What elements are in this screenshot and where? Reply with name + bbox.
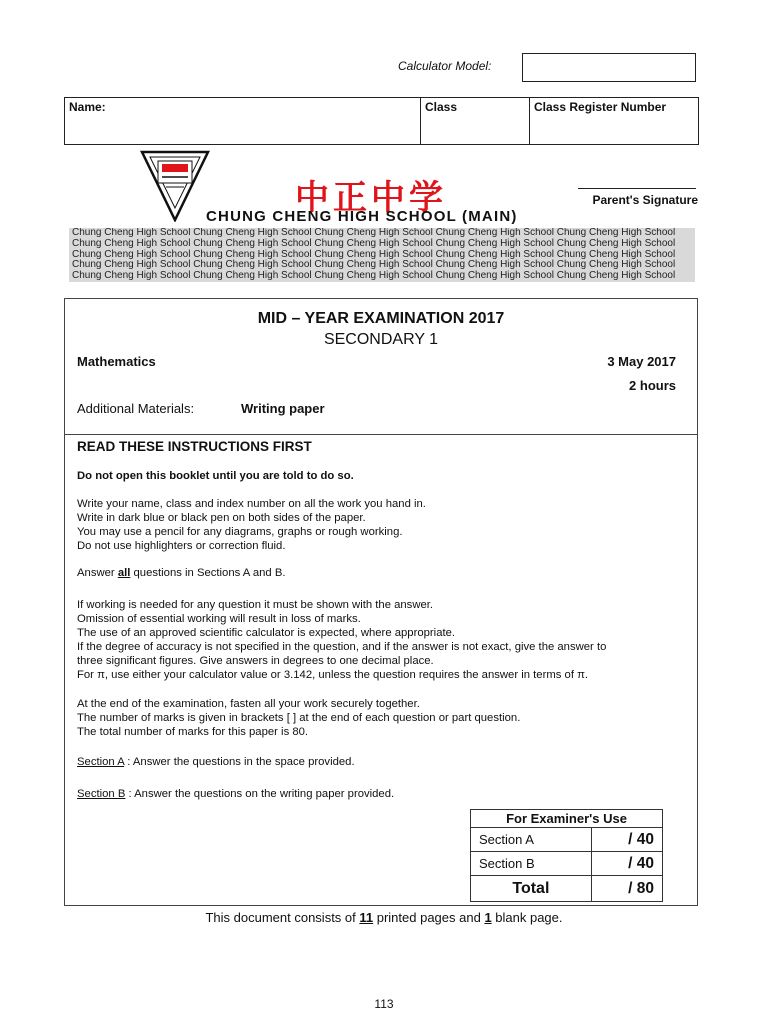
parent-signature-label: Parent's Signature <box>592 193 698 207</box>
table-row <box>471 876 663 902</box>
section-a-mark[interactable]: / 40 <box>591 828 662 852</box>
banner-line: Chung Cheng High School Chung Cheng High School Chung Cheng High School Chung Cheng High School Chung Cheng High School <box>72 259 676 271</box>
additional-materials-value: Writing paper <box>241 401 325 416</box>
parent-signature-line[interactable] <box>578 188 696 189</box>
instruction-line: Do not use highlighters or correction fluid. <box>77 540 286 552</box>
name-label: Name: <box>69 100 106 114</box>
register-number-field[interactable] <box>530 98 698 144</box>
printed-page-count: 11 <box>359 910 374 925</box>
instructions-block-end <box>77 697 697 739</box>
instruction-line: Omission of essential working will result in loss of marks. <box>77 613 361 625</box>
total-mark[interactable]: / 80 <box>591 876 662 902</box>
student-details-table <box>64 97 699 145</box>
page-number: 113 <box>374 997 394 1011</box>
instructions-answer-all <box>77 566 697 580</box>
school-crest-icon <box>140 150 210 222</box>
instruction-line: At the end of the examination, fasten all your work securely together. <box>77 698 420 710</box>
section-b-row-label: Section B <box>471 852 592 876</box>
banner-line: Chung Cheng High School Chung Cheng High School Chung Cheng High School Chung Cheng High School Chung Cheng High School <box>72 228 676 238</box>
instruction-line: For π, use either your calculator value or 3.142, unless the question requires the answer in terms of π. <box>77 669 589 681</box>
section-b-label: Section B <box>77 788 126 800</box>
instructions-block-general <box>77 497 697 553</box>
exam-date: 3 May 2017 <box>607 354 676 369</box>
instructions-heading: READ THESE INSTRUCTIONS FIRST <box>77 439 312 454</box>
table-row <box>471 828 663 852</box>
section-b-mark[interactable]: / 40 <box>591 852 662 876</box>
answer-all-post: questions in Sections A and B. <box>130 567 286 579</box>
school-chinese-name: 中正中学 <box>295 178 447 218</box>
document-page-count <box>0 910 768 925</box>
instruction-line: Write in dark blue or black pen on both sides of the paper. <box>77 512 366 524</box>
exam-title: MID – YEAR EXAMINATION 2017 <box>257 310 505 327</box>
instructions-section-b <box>77 787 697 801</box>
instruction-line: The use of an approved scientific calculator is expected, where appropriate. <box>77 627 456 639</box>
table-row <box>471 852 663 876</box>
examiners-use-table <box>470 809 663 902</box>
page-count-pre: This document consists of <box>205 910 360 925</box>
name-field[interactable] <box>65 98 421 144</box>
additional-materials-label: Additional Materials: <box>77 401 195 416</box>
page-count-post: blank page. <box>491 910 563 925</box>
exam-duration: 2 hours <box>629 378 676 393</box>
register-number-label: Class Register Number <box>534 100 667 114</box>
school-name-banner <box>69 228 695 282</box>
section-divider <box>64 434 698 435</box>
total-row-label: Total <box>471 876 592 902</box>
banner-line: Chung Cheng High School Chung Cheng High School Chung Cheng High School Chung Cheng High School Chung Cheng High School <box>72 237 676 249</box>
answer-all-emphasis: all <box>117 567 131 579</box>
page-count-mid: printed pages and <box>373 910 485 925</box>
banner-line: Chung Cheng High School Chung Cheng High School Chung Cheng High School Chung Cheng High School Chung Cheng High School <box>72 248 676 260</box>
class-field[interactable] <box>421 98 530 144</box>
school-english-name: CHUNG CHENG HIGH SCHOOL (MAIN) <box>206 208 518 225</box>
calculator-model-label: Calculator Model: <box>398 59 492 73</box>
instruction-line: The number of marks is given in brackets [ ] at the end of each question or part question. <box>77 712 521 724</box>
section-b-text: : Answer the questions on the writing paper provided. <box>125 788 395 800</box>
examiners-use-heading: For Examiner's Use <box>471 810 663 828</box>
exam-level: SECONDARY 1 <box>323 331 439 348</box>
answer-all-pre: Answer <box>77 567 118 579</box>
section-a-label: Section A <box>77 756 125 768</box>
calculator-model-field[interactable] <box>522 53 696 82</box>
banner-line: Chung Cheng High School Chung Cheng High School Chung Cheng High School Chung Cheng High School Chung Cheng High School <box>72 270 676 282</box>
blank-page-count: 1 <box>484 910 492 925</box>
instruction-line: The total number of marks for this paper is 80. <box>77 726 309 738</box>
instruction-line: three significant figures. Give answers in degrees to one decimal place. <box>77 655 434 667</box>
instructions-block-working <box>77 598 697 682</box>
section-a-row-label: Section A <box>471 828 592 852</box>
instructions-section-a <box>77 755 697 769</box>
instruction-line: If working is needed for any question it must be shown with the answer. <box>77 599 434 611</box>
exam-subject: Mathematics <box>77 354 156 369</box>
instruction-line: You may use a pencil for any diagrams, graphs or rough working. <box>77 526 403 538</box>
class-label: Class <box>425 100 458 114</box>
instruction-line: If the degree of accuracy is not specified in the question, and if the answer is not exact, give the answer to <box>77 641 607 653</box>
section-a-text: : Answer the questions in the space provided. <box>124 756 355 768</box>
instruction-line: Write your name, class and index number on all the work you hand in. <box>77 498 426 510</box>
instructions-warning: Do not open this booklet until you are told to do so. <box>77 470 354 482</box>
